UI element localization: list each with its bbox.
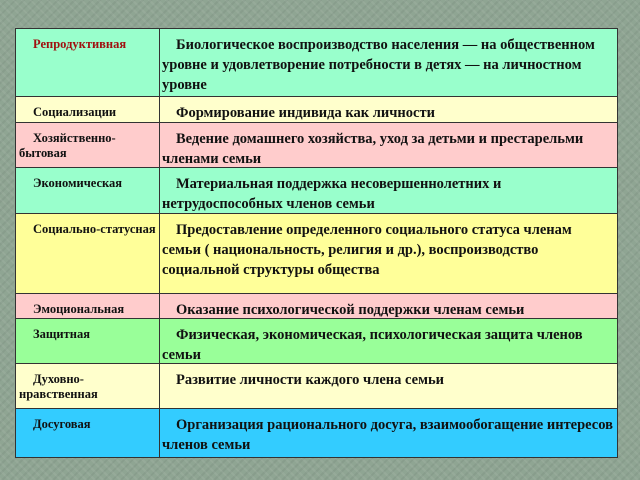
function-name-cell: Эмоциональная [16,294,160,318]
function-description-cell: Ведение домашнего хозяйства, уход за детьми и престарельми членами семьи [162,131,584,167]
function-description-cell: Организация рационального досуга, взаимообогащение интересов членов семьи [162,417,613,453]
family-functions-table [15,28,618,458]
function-description-cell: Материальная поддержка несовершеннолетних и нетрудоспособных членов семьи [162,176,502,212]
function-name-cell: Репродуктивная [16,29,160,96]
table-row-leisure [16,409,617,457]
function-description-cell: Предоставление определенного социального статуса членам семьи ( национальность, религия и др.), воспроизводство социальной структуры общества [162,222,572,278]
table-row-spiritual [16,364,617,409]
table-row-reproductive [16,29,617,97]
function-name-cell: Защитная [16,319,160,363]
table-row-protective [16,319,617,364]
function-name-cell: Экономическая [16,168,160,213]
function-description-cell: Биологическое воспроизводство населения — на общественном уровне и удовлетворение потребности в детях — на личностном уровне [162,37,595,93]
function-description-cell: Оказание психологической поддержки членам семьи [176,302,525,319]
function-name-cell: Духовно-нравственная [16,364,160,408]
function-name-cell: Социализации [16,97,160,122]
function-description-cell: Формирование индивида как личности [176,105,435,121]
table-row-emotional [16,294,617,319]
table-row-socialization [16,97,617,123]
function-name-cell: Социально-статусная [16,214,160,293]
function-name-cell: Хозяйственно-бытовая [16,123,160,167]
function-name-cell: Досуговая [16,409,160,457]
table-row-social-status [16,214,617,294]
function-description-cell: Развитие личности каждого члена семьи [176,372,444,389]
function-description-cell: Физическая, экономическая, психологическая защита членов семьи [162,327,583,364]
table-row-economic [16,168,617,214]
table-row-household [16,123,617,168]
